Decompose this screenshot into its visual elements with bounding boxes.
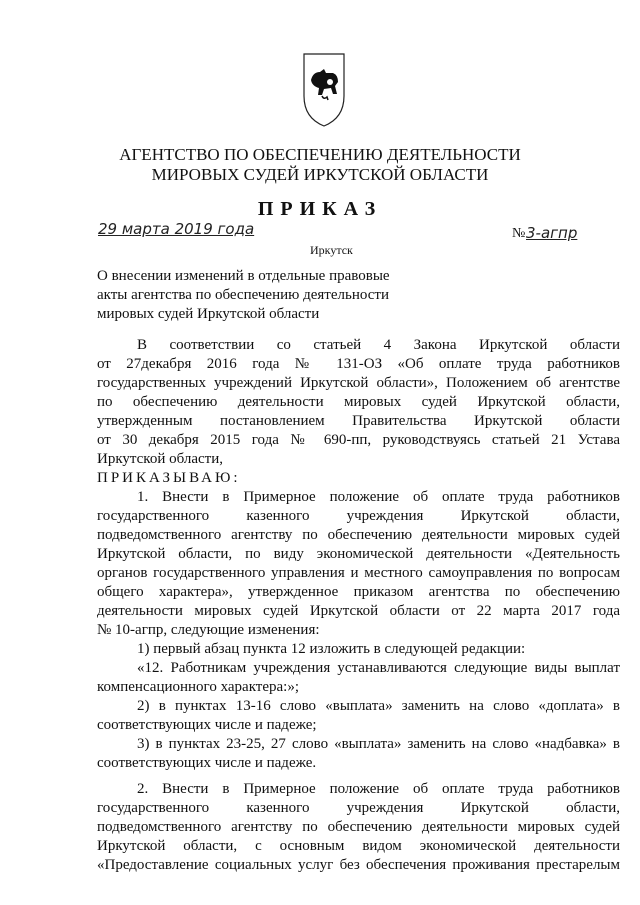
body-line: 2) в пунктах 13-16 слово «выплата» заменить на слово «доплата» в: [137, 698, 620, 714]
body-line: государственного казенного учреждения Иркутской области,: [97, 508, 620, 524]
body-line: органов государственного управления и местного самоуправления по вопросам: [97, 565, 620, 581]
body-line: утвержденным постановлением Правительства Иркутской области: [97, 413, 620, 429]
body-line: подведомственного агентству по обеспечению деятельности мировых судей: [97, 527, 620, 543]
body-line: 1. Внести в Примерное положение об оплате труда работников: [137, 489, 620, 505]
body-line: 2. Внести в Примерное положение об оплате труда работников: [137, 781, 620, 797]
subject-line: акты агентства по обеспечению деятельности: [97, 287, 389, 303]
agency-name-line2: МИРОВЫХ СУДЕЙ ИРКУТСКОЙ ОБЛАСТИ: [151, 165, 489, 184]
body-line: 3) в пунктах 23-25, 27 слово «выплата» заменить на слово «надбавка» в: [137, 736, 620, 752]
body-line: 1) первый абзац пункта 12 изложить в следующей редакции:: [137, 641, 526, 657]
body-line: компенсационного характера:»;: [97, 679, 299, 695]
body-line: Иркутской области, с основным видом экономической деятельности: [97, 838, 620, 854]
subject-block: [97, 267, 427, 324]
number-sign: №: [512, 226, 526, 241]
body-line: соответствующих числе и падеже.: [97, 755, 317, 771]
body-line: Иркутской области,: [97, 451, 223, 467]
body-line: общего характера», утвержденное приказом агентства по обеспечению: [97, 584, 620, 600]
subject-line: О внесении изменений в отдельные правовые: [97, 268, 390, 284]
handwritten-number: 3-агпр: [526, 224, 578, 242]
body-line: соответствующих числе и падеже;: [97, 717, 317, 733]
emblem: [300, 48, 348, 128]
body-line: № 10-агпр, следующие изменения:: [97, 622, 320, 638]
city-label: Иркутск: [310, 243, 353, 257]
document-type-title: ПРИКАЗ: [257, 198, 383, 220]
body-line: государственного казенного учреждения Иркутской области,: [97, 800, 620, 816]
body-line: деятельности мировых судей Иркутской области от 22 марта 2017 года: [97, 603, 620, 619]
body-line: от 30 декабря 2015 года № 690-пп, руководствуясь статьей 21 Устава: [97, 432, 620, 448]
subject-line: мировых судей Иркутской области: [97, 306, 320, 322]
body-line: от 27декабря 2016 года № 131-ОЗ «Об оплате труда работников: [97, 356, 620, 372]
body-line: подведомственного агентству по обеспечению деятельности мировых судей: [97, 819, 620, 835]
body-line: «Предоставление социальных услуг без обеспечения проживания престарелым: [97, 857, 620, 873]
body-line: государственных учреждений Иркутской области», Положением об агентстве: [97, 375, 620, 391]
handwritten-date: 29 марта 2019 года: [98, 220, 255, 238]
body-line: «12. Работникам учреждения устанавливаются следующие виды выплат: [137, 660, 620, 676]
body-line: по обеспечению деятельности мировых судей Иркутской области,: [97, 394, 620, 410]
body-line: Иркутской области, по виду экономической деятельности «Деятельность: [97, 546, 620, 562]
irkutsk-coat-of-arms-icon: [300, 48, 348, 128]
document-body: [97, 336, 620, 875]
body-line: В соответствии со статьей 4 Закона Иркутской области: [137, 337, 620, 353]
agency-name-line1: АГЕНТСТВО ПО ОБЕСПЕЧЕНИЮ ДЕЯТЕЛЬНОСТИ: [119, 145, 521, 164]
order-keyword: ПРИКАЗЫВАЮ:: [97, 470, 241, 486]
paragraph-gap: [97, 773, 620, 780]
